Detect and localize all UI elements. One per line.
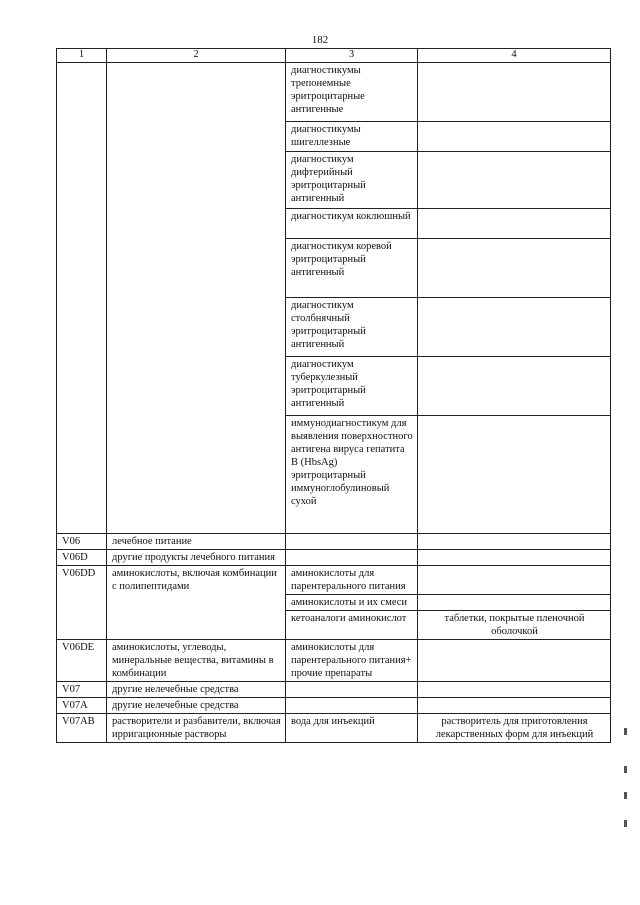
drug-name-cell: аминокислоты для парентерального питания+ прочие препараты (286, 640, 418, 682)
group-cell: другие нелечебные средства (107, 698, 286, 714)
form-cell (418, 416, 611, 534)
drug-name-cell (286, 698, 418, 714)
table-row (57, 566, 611, 595)
drug-name-cell: иммунодиагностикум для выявления поверхностного антигена вируса гепатита В (HbsAg) эритроцитарный иммуноглобулиновый сухой (286, 416, 418, 534)
form-cell (418, 239, 611, 298)
form-cell (418, 122, 611, 152)
form-cell (418, 566, 611, 595)
header-cell-3: 3 (286, 49, 418, 63)
drug-name-cell: диагностикум коклюшный (286, 209, 418, 239)
form-cell (418, 698, 611, 714)
group-cell: аминокислоты, включая комбинации с полипептидами (107, 566, 286, 640)
group-cell: другие нелечебные средства (107, 682, 286, 698)
form-cell (418, 298, 611, 357)
drug-name-cell: диагностикум дифтерийный эритроцитарный антигенный (286, 152, 418, 209)
form-cell: таблетки, покрытые пленочной оболочкой (418, 611, 611, 640)
code-cell-empty (57, 63, 107, 534)
form-cell (418, 682, 611, 698)
table-row (57, 534, 611, 550)
code-cell: V06 (57, 534, 107, 550)
table-row (57, 550, 611, 566)
form-cell (418, 209, 611, 239)
form-cell (418, 534, 611, 550)
drug-name-cell: диагностикумы трепонемные эритроцитарные антигенные (286, 63, 418, 122)
code-cell: V06DE (57, 640, 107, 682)
table-row (57, 698, 611, 714)
header-cell-4: 4 (418, 49, 611, 63)
scan-edge-mark (624, 728, 627, 735)
page-number: 182 (311, 34, 329, 46)
scan-edge-mark (624, 792, 627, 799)
drug-name-cell: диагностикум коревой эритроцитарный антигенный (286, 239, 418, 298)
form-cell (418, 595, 611, 611)
group-cell-empty (107, 63, 286, 534)
drug-name-cell: аминокислоты и их смеси (286, 595, 418, 611)
code-cell: V06DD (57, 566, 107, 640)
table-row (57, 682, 611, 698)
drug-name-cell (286, 550, 418, 566)
form-cell (418, 63, 611, 122)
header-row (57, 49, 611, 63)
group-cell: другие продукты лечебного питания (107, 550, 286, 566)
form-cell (418, 550, 611, 566)
group-cell: аминокислоты, углеводы, минеральные вещества, витамины в комбинации (107, 640, 286, 682)
scan-edge-mark (624, 766, 627, 773)
scan-edge-mark (624, 820, 627, 827)
table-row (57, 63, 611, 122)
header-cell-1: 1 (57, 49, 107, 63)
drug-classification-table (56, 48, 611, 743)
form-cell (418, 357, 611, 416)
form-cell: растворитель для приготовления лекарственных форм для инъекций (418, 714, 611, 743)
table-row (57, 640, 611, 682)
code-cell: V06D (57, 550, 107, 566)
drug-name-cell (286, 682, 418, 698)
code-cell: V07AB (57, 714, 107, 743)
header-cell-2: 2 (107, 49, 286, 63)
table-row (57, 714, 611, 743)
code-cell: V07A (57, 698, 107, 714)
drug-name-cell: диагностикумы шигеллезные (286, 122, 418, 152)
drug-name-cell: кетоаналоги аминокислот (286, 611, 418, 640)
group-cell: лечебное питание (107, 534, 286, 550)
drug-name-cell: аминокислоты для парентерального питания (286, 566, 418, 595)
drug-name-cell: диагностикум столбнячный эритроцитарный антигенный (286, 298, 418, 357)
form-cell (418, 640, 611, 682)
drug-name-cell: вода для инъекций (286, 714, 418, 743)
drug-name-cell: диагностикум туберкулезный эритроцитарный антигенный (286, 357, 418, 416)
form-cell (418, 152, 611, 209)
code-cell: V07 (57, 682, 107, 698)
group-cell: растворители и разбавители, включая ирригационные растворы (107, 714, 286, 743)
drug-name-cell (286, 534, 418, 550)
